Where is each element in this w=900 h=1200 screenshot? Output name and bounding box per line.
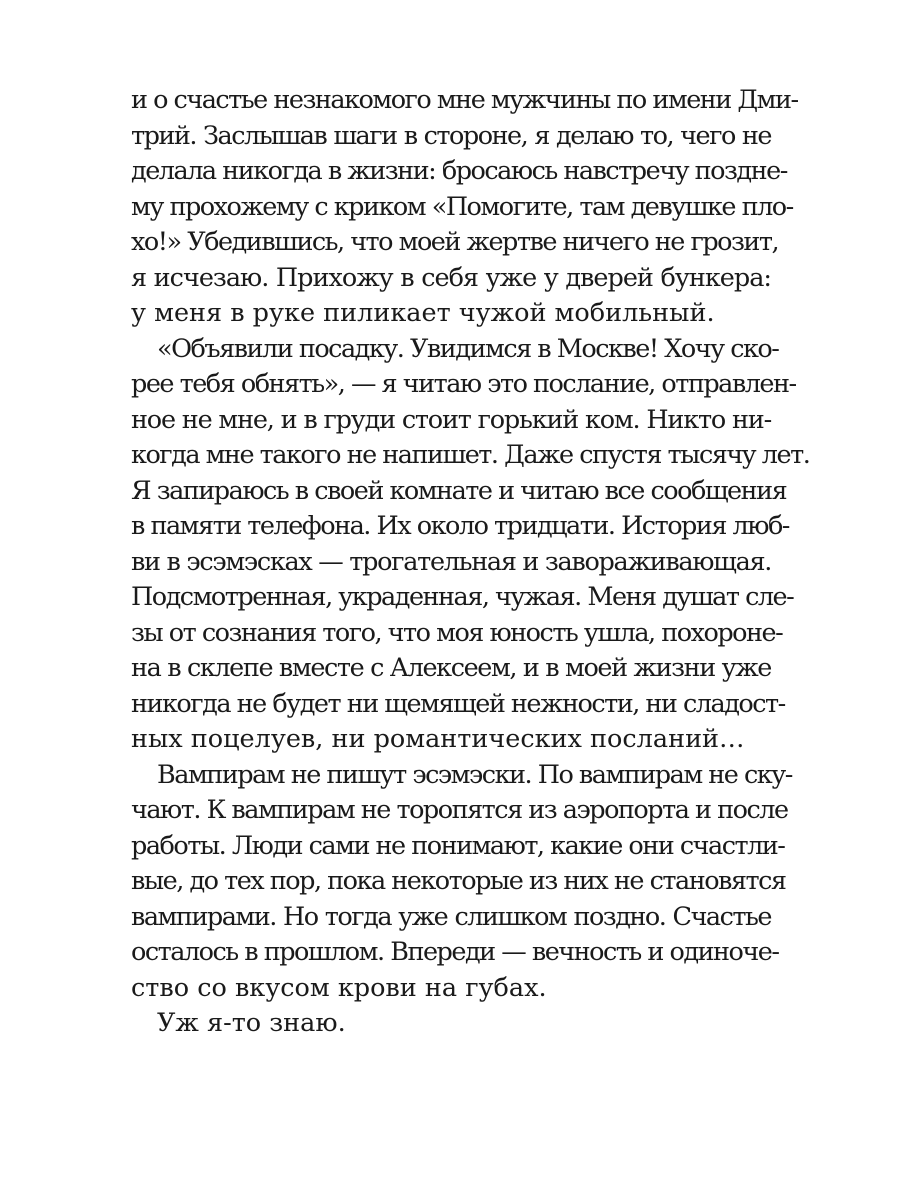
- text-line: работы. Люди сами не понимают, какие они счастли-: [131, 830, 785, 861]
- text-line: ных поцелуев, ни романтических посланий…: [131, 724, 745, 754]
- text-line: ство со вкусом крови на губах.: [131, 972, 547, 1003]
- text-line: му прохожему с криком «Помогите, там девушке пло-: [131, 191, 793, 222]
- text-line: на в склепе вместе с Алексеем, и в моей жизни уже: [131, 653, 771, 683]
- text-line: рее тебя обнять», — я читаю это послание, отправлен-: [131, 369, 796, 399]
- text-line: трий. Заслышав шаги в стороне, я делаю то, чего не: [131, 120, 771, 151]
- paragraph: [131, 83, 798, 332]
- paragraph: [131, 1006, 771, 1042]
- text-line: зы от сознания того, что моя юность ушла, похороне-: [131, 617, 783, 648]
- text-line: никогда не будет ни щемящей нежности, ни сладост-: [131, 688, 785, 719]
- text-line: Я запираюсь в своей комнате и читаю все сообщения: [131, 475, 787, 506]
- text-line: «Объявили посадку. Увидимся в Москве! Хочу ско-: [157, 333, 779, 364]
- text-line: хо!» Убедившись, что моей жертве ничего не грозит,: [131, 227, 779, 257]
- text-line: осталось в прошлом. Впереди — вечность и одиноче-: [131, 937, 779, 967]
- paragraph: [131, 332, 810, 758]
- text-line: делала никогда в жизни: бросаюсь навстречу поздне-: [131, 156, 787, 186]
- text-line: я исчезаю. Прихожу в себя уже у дверей бункера:: [131, 262, 771, 293]
- paragraph: [131, 758, 792, 1007]
- text-line: Вампирам не пишут эсэмэски. По вампирам не ску-: [157, 759, 792, 790]
- text-line: вампирами. Но тогда уже слишком поздно. Счастье: [131, 901, 771, 932]
- text-line: вые, до тех пор, пока некоторые из них не становятся: [131, 866, 786, 896]
- text-line: Подсмотренная, украденная, чужая. Меня душат сле-: [131, 582, 794, 612]
- body-text: [131, 83, 810, 1042]
- text-line: Уж я-то знаю.: [157, 1008, 346, 1038]
- text-line: у меня в руке пиликает чужой мобильный.: [131, 298, 715, 328]
- text-line: чают. К вампирам не торопятся из аэропорта и после: [131, 795, 788, 825]
- text-line: ви в эсэмэсках — трогательная и завораживающая.: [131, 546, 772, 577]
- text-line: ное не мне, и в груди стоит горький ком. Никто ни-: [131, 404, 771, 435]
- text-line: в памяти телефона. Их около тридцати. История люб-: [131, 511, 789, 541]
- text-line: и о счастье незнакомого мне мужчины по имени Дми-: [131, 85, 798, 115]
- text-line: когда мне такого не напишет. Даже спустя тысячу лет.: [131, 440, 810, 470]
